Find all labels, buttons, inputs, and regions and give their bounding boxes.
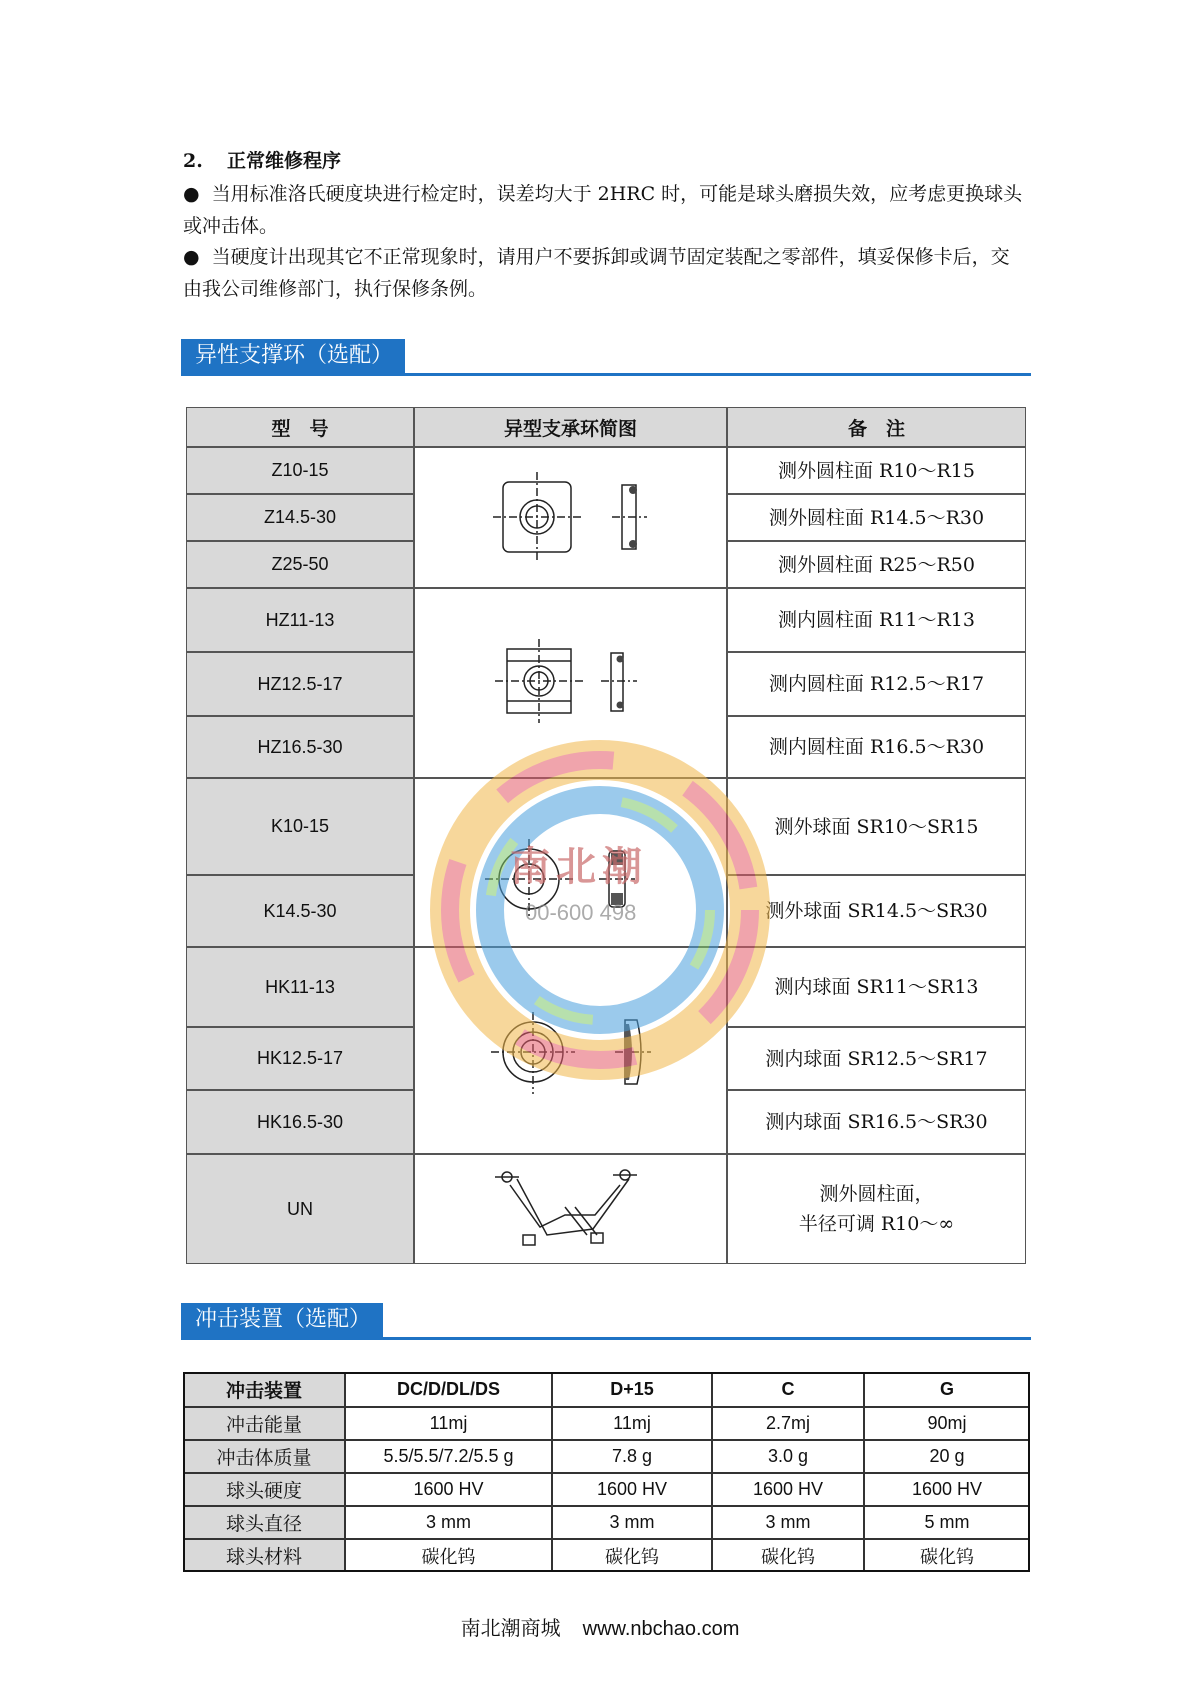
bullet: ● <box>183 246 200 268</box>
support-ring-heading-label: 异性支撑环（选配） <box>181 339 405 373</box>
paragraph-2 <box>183 241 1028 305</box>
k-ring-drawing <box>415 779 726 946</box>
table-row-model: K10-15 <box>186 778 414 875</box>
impact-cell: 1600 HV <box>712 1473 864 1506</box>
impact-cell: 1600 HV <box>864 1473 1030 1506</box>
impact-heading <box>181 1303 1031 1340</box>
impact-column-header: G <box>864 1372 1030 1407</box>
impact-row-label: 冲击体质量 <box>183 1440 345 1473</box>
impact-header-label: 冲击装置 <box>183 1372 345 1407</box>
section-number: 2. <box>183 150 203 172</box>
impact-cell: 碳化钨 <box>552 1539 712 1572</box>
table-row-note: 测内圆柱面 R12.5～R17 <box>727 652 1026 716</box>
impact-cell: 3 mm <box>345 1506 552 1539</box>
impact-cell: 3.0 g <box>712 1440 864 1473</box>
figure-z-ring <box>414 447 727 588</box>
table-row-note: 测外圆柱面 R14.5～R30 <box>727 494 1026 541</box>
section-title <box>183 146 341 173</box>
impact-cell: 碳化钨 <box>345 1539 552 1572</box>
header-note: 备 注 <box>727 407 1026 447</box>
impact-row-label: 球头直径 <box>183 1506 345 1539</box>
table-row-note: 测外圆柱面 R25～R50 <box>727 541 1026 588</box>
paragraph-2-text: 当硬度计出现其它不正常现象时，请用户不要拆卸或调节固定装配之零部件，填妥保修卡后，交由我公司维修部门，执行保修条例。 <box>183 246 1010 300</box>
header-model: 型 号 <box>186 407 414 447</box>
table-row-model: HZ12.5-17 <box>186 652 414 716</box>
un-ring-drawing <box>415 1155 726 1263</box>
table-row-note: 测内球面 SR12.5～SR17 <box>727 1027 1026 1090</box>
table-row-model: HK16.5-30 <box>186 1090 414 1154</box>
note-line-2: 半径可调 R10～∞ <box>798 1213 955 1235</box>
table-row-model: K14.5-30 <box>186 875 414 947</box>
table-row-note: 测内圆柱面 R16.5～R30 <box>727 716 1026 778</box>
watermark-brand: 南北潮 <box>510 843 648 890</box>
hz-ring-drawing <box>415 589 726 777</box>
table-row-model: HZ11-13 <box>186 588 414 652</box>
paragraph-1-text: 当用标准洛氏硬度块进行检定时，误差均大于 2HRC 时，可能是球头磨损失效，应考虑更换球头或冲击体。 <box>183 183 1023 237</box>
figure-k-ring <box>414 778 727 947</box>
impact-cell: 3 mm <box>552 1506 712 1539</box>
table-row-model: Z10-15 <box>186 447 414 494</box>
impact-cell: 5.5/5.5/7.2/5.5 g <box>345 1440 552 1473</box>
table-row-model: HK11-13 <box>186 947 414 1027</box>
impact-heading-label: 冲击装置（选配） <box>181 1303 383 1337</box>
footer-url[interactable]: www.nbchao.com <box>582 1618 740 1640</box>
z-ring-drawing <box>415 448 726 587</box>
support-ring-table <box>186 407 1026 1264</box>
table-row-note <box>727 1154 1026 1264</box>
paragraph-1 <box>183 178 1028 242</box>
figure-hz-ring <box>414 588 727 778</box>
page-footer <box>0 1612 1200 1641</box>
impact-cell: 7.8 g <box>552 1440 712 1473</box>
impact-cell: 碳化钨 <box>712 1539 864 1572</box>
impact-column-header: DC/D/DL/DS <box>345 1372 552 1407</box>
section-title-text: 正常维修程序 <box>227 150 342 172</box>
impact-column-header: D+15 <box>552 1372 712 1407</box>
table-row-note: 测外球面 SR14.5～SR30 <box>727 875 1026 947</box>
table-row-note: 测外球面 SR10～SR15 <box>727 778 1026 875</box>
figure-hk-ring <box>414 947 727 1154</box>
impact-row-label: 球头硬度 <box>183 1473 345 1506</box>
impact-column-header: C <box>712 1372 864 1407</box>
support-ring-heading <box>181 339 1031 376</box>
note-line-1: 测外圆柱面， <box>819 1183 934 1205</box>
impact-cell: 1600 HV <box>552 1473 712 1506</box>
impact-cell: 碳化钨 <box>864 1539 1030 1572</box>
table-row-model: HZ16.5-30 <box>186 716 414 778</box>
figure-un-ring <box>414 1154 727 1264</box>
impact-device-table <box>183 1372 1030 1572</box>
impact-cell: 20 g <box>864 1440 1030 1473</box>
bullet: ● <box>183 183 200 205</box>
impact-row-label: 冲击能量 <box>183 1407 345 1440</box>
table-row-note: 测内圆柱面 R11～R13 <box>727 588 1026 652</box>
table-row-model: UN <box>186 1154 414 1264</box>
impact-cell: 90mj <box>864 1407 1030 1440</box>
impact-cell: 3 mm <box>712 1506 864 1539</box>
table-row-model: HK12.5-17 <box>186 1027 414 1090</box>
impact-cell: 5 mm <box>864 1506 1030 1539</box>
table-row-model: Z14.5-30 <box>186 494 414 541</box>
impact-cell: 11mj <box>552 1407 712 1440</box>
footer-brand: 南北潮商城 <box>460 1618 561 1640</box>
table-row-note: 测外圆柱面 R10～R15 <box>727 447 1026 494</box>
header-figure: 异型支承环简图 <box>414 407 727 447</box>
table-row-note: 测内球面 SR16.5～SR30 <box>727 1090 1026 1154</box>
impact-cell: 2.7mj <box>712 1407 864 1440</box>
table-row-note: 测内球面 SR11～SR13 <box>727 947 1026 1027</box>
hk-ring-drawing <box>415 948 726 1153</box>
table-row-model: Z25-50 <box>186 541 414 588</box>
impact-row-label: 球头材料 <box>183 1539 345 1572</box>
impact-cell: 11mj <box>345 1407 552 1440</box>
impact-cell: 1600 HV <box>345 1473 552 1506</box>
watermark-phone: 00-600 498 <box>525 900 637 925</box>
